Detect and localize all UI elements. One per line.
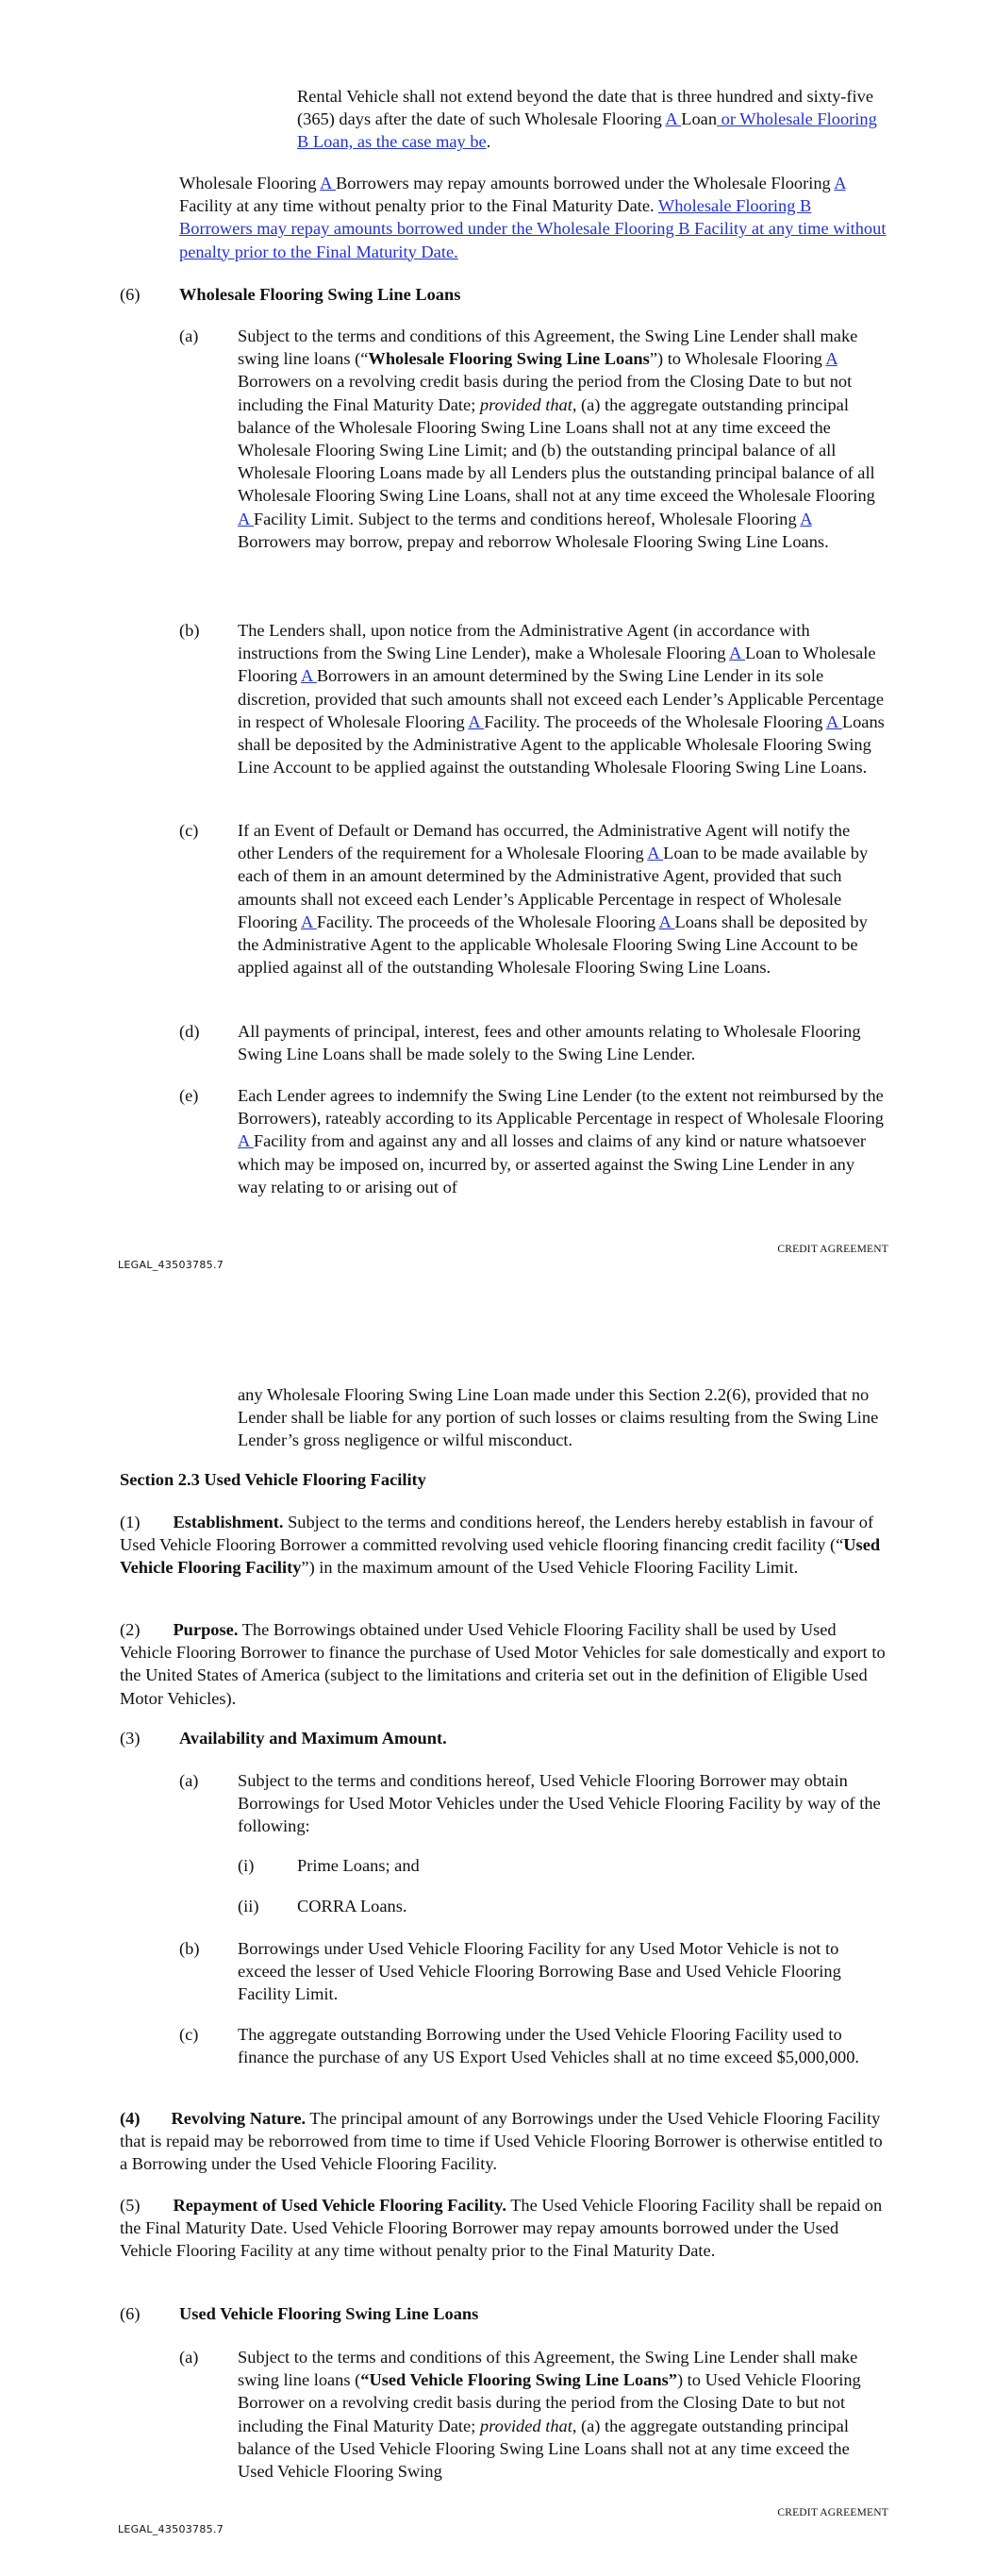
item-number: (a) <box>179 1771 199 1790</box>
item-number: (b) <box>179 621 200 640</box>
clause-e: Each Lender agrees to indemnify the Swing Line Lender (to the extent not reimbursed by the Borrowers), rateably according to its Applicable Percentage in respect of Wholesale Flooring A Facility from and against any and all losses and claims of any kind or nature whatsoever which may be imposed on, incurred by, or asserted against the Swing Line Lender in any way relating to or arising out of <box>238 1086 884 1196</box>
clause-b: The Lenders shall, upon notice from the Administrative Agent (in accordance with instructions from the Swing Line Lender), make a Wholesale Flooring A Loan to Wholesale Flooring A Borrowers in an amount determined by the Swing Line Lender in its sole discretion, provided that such amounts shall not exceed each Lender’s Applicable Percentage in respect of Wholesale Flooring A Facility. The proceeds of the Wholesale Flooring A Loans shall be deposited by the Administrative Agent to the applicable Wholesale Flooring Swing Line Account to be applied against the outstanding Wholesale Flooring Swing Line Loans. <box>238 621 885 778</box>
paragraph-6-heading: Used Vehicle Flooring Swing Line Loans <box>179 2304 479 2323</box>
item-number: (b) <box>179 1939 200 1958</box>
clause-6a: Subject to the terms and conditions of this Agreement, the Swing Line Lender shall make swing line loans (“Used Vehicle Flooring Swing Line Loans”) to Used Vehicle Flooring Borrower on a revolving credit basis during the period from the Closing Date to but not including the Final Maturity Date; provided that, (a) the aggregate outstanding principal balance of the Used Vehicle Flooring Swing Line Loans shall not at any time exceed the Used Vehicle Flooring Swing <box>238 2348 861 2482</box>
page-2 <box>0 1312 995 2576</box>
clause-c: If an Event of Default or Demand has occurred, the Administrative Agent will notify the other Lenders of the requirement for a Wholesale Flooring A Loan to be made available by each of them in an amount determined by the Administrative Agent, provided that such amounts shall not exceed each Lender’s Applicable Percentage in respect of Wholesale Flooring A Facility. The proceeds of the Wholesale Flooring A Loans shall be deposited by the Administrative Agent to the applicable Wholesale Flooring Swing Line Account to be applied against all of the outstanding Wholesale Flooring Swing Line Loans. <box>238 821 869 978</box>
paragraph-3-heading: Availability and Maximum Amount. <box>179 1729 447 1748</box>
item-number: (e) <box>179 1086 199 1105</box>
rental-vehicle-paragraph: Rental Vehicle shall not extend beyond the date that is three hundred and sixty-five (365) days after the date of such Wholesale Flooring A Loan or Wholesale Flooring B Loan, as the case may be. <box>297 87 877 152</box>
clause-3c: The aggregate outstanding Borrowing under the Used Vehicle Flooring Facility used to finance the purchase of any US Export Used Vehicles shall at no time exceed $5,000,000. <box>238 2025 859 2067</box>
clause-a: Subject to the terms and conditions of this Agreement, the Swing Line Lender shall make swing line loans (“Wholesale Flooring Swing Line Loans”) to Wholesale Flooring A Borrowers on a revolving credit basis during the period from the Closing Date to but not including the Final Maturity Date; provided that, (a) the aggregate outstanding principal balance of the Wholesale Flooring Swing Line Loans shall not at any time exceed the Wholesale Flooring Swing Line Limit; and (b) the outstanding principal balance of all Wholesale Flooring Loans made by all Lenders plus the outstanding principal balance of all Wholesale Flooring Swing Line Loans, shall not at any time exceed the Wholesale Flooring A Facility Limit. Subject to the terms and conditions hereof, Wholesale Flooring A Borrowers may borrow, prepay and reborrow Wholesale Flooring Swing Line Loans. <box>238 326 875 551</box>
item-number: (d) <box>179 1022 200 1041</box>
item-number: (c) <box>179 2025 199 2044</box>
paragraph-2: (2) Purpose. The Borrowings obtained under Used Vehicle Flooring Facility shall be used by Used Vehicle Flooring Borrower to finance the purchase of Used Motor Vehicles for sale domestically and export to the United States of America (subject to the limitations and criteria set out in the definition of Eligible Used Motor Vehicles). <box>120 1620 886 1708</box>
footer-doc-id: LEGAL_43503785.7 <box>118 1259 224 1271</box>
section-heading: Wholesale Flooring Swing Line Loans <box>179 285 461 304</box>
clause-3a: Subject to the terms and conditions hereof, Used Vehicle Flooring Borrower may obtain Borrowings for Used Motor Vehicles under the Used Vehicle Flooring Facility by way of the following: <box>238 1771 881 1836</box>
clause-3a-i: Prime Loans; and <box>297 1856 420 1875</box>
footer-doc-id: LEGAL_43503785.7 <box>118 2523 224 2535</box>
item-number: (6) <box>120 2304 141 2323</box>
repay-paragraph: Wholesale Flooring A Borrowers may repay amounts borrowed under the Wholesale Flooring A Facility at any time without penalty prior to the Final Maturity Date. Wholesale Flooring B Borrowers may repay amounts borrowed under the Wholesale Flooring B Facility at any time without penalty prior to the Final Maturity Date. <box>179 174 887 261</box>
inserted-a: A <box>665 109 682 129</box>
item-number: (i) <box>238 1856 255 1875</box>
continued-paragraph: any Wholesale Flooring Swing Line Loan made under this Section 2.2(6), provided that no Lender shall be liable for any portion of such losses or claims resulting from the Swing Line Lender’s gross negligence or wilful misconduct. <box>238 1385 879 1450</box>
inserted-text: Wholesale Flooring B Borrowers may repay amounts borrowed under the Wholesale Flooring B Facility at any time without penalty prior to the Final Maturity Date. <box>179 196 887 261</box>
paragraph-4: (4) Revolving Nature. The principal amount of any Borrowings under the Used Vehicle Flooring Facility that is repaid may be reborrowed from time to time if Used Vehicle Flooring Borrower is otherwise entitled to a Borrowing under the Used Vehicle Flooring Facility. <box>120 2109 883 2174</box>
item-number: (a) <box>179 2348 199 2367</box>
section-title: Section 2.3 Used Vehicle Flooring Facility <box>120 1470 426 1489</box>
heading-number: (6) <box>120 285 141 304</box>
item-number: (3) <box>120 1729 141 1748</box>
item-number: (c) <box>179 821 199 840</box>
paragraph-5: (5) Repayment of Used Vehicle Flooring Facility. The Used Vehicle Flooring Facility shall be repaid on the Final Maturity Date. Used Vehicle Flooring Borrower may repay amounts borrowed under the Used Vehicle Flooring Facility at any time without penalty prior to the Final Maturity Date. <box>120 2196 883 2261</box>
paragraph-1: (1) Establishment. Subject to the terms and conditions hereof, the Lenders hereby establish in favour of Used Vehicle Flooring Borrower a committed revolving used vehicle flooring financing credit facility (“Used Vehicle Flooring Facility”) in the maximum amount of the Used Vehicle Flooring Facility Limit. <box>120 1513 881 1578</box>
footer-title: CREDIT AGREEMENT <box>777 1244 888 1255</box>
item-number: (ii) <box>238 1897 259 1915</box>
inserted-text: or Wholesale Flooring B Loan, as the case may be <box>297 109 877 152</box>
clause-3a-ii: CORRA Loans. <box>297 1897 407 1915</box>
clause-d: All payments of principal, interest, fees and other amounts relating to Wholesale Flooring Swing Line Loans shall be made solely to the Swing Line Lender. <box>238 1022 861 1064</box>
clause-3b: Borrowings under Used Vehicle Flooring Facility for any Used Motor Vehicle is not to exceed the lesser of Used Vehicle Flooring Borrowing Base and Used Vehicle Flooring Facility Limit. <box>238 1939 841 2004</box>
item-number: (a) <box>179 326 199 345</box>
footer-title: CREDIT AGREEMENT <box>777 2507 888 2518</box>
